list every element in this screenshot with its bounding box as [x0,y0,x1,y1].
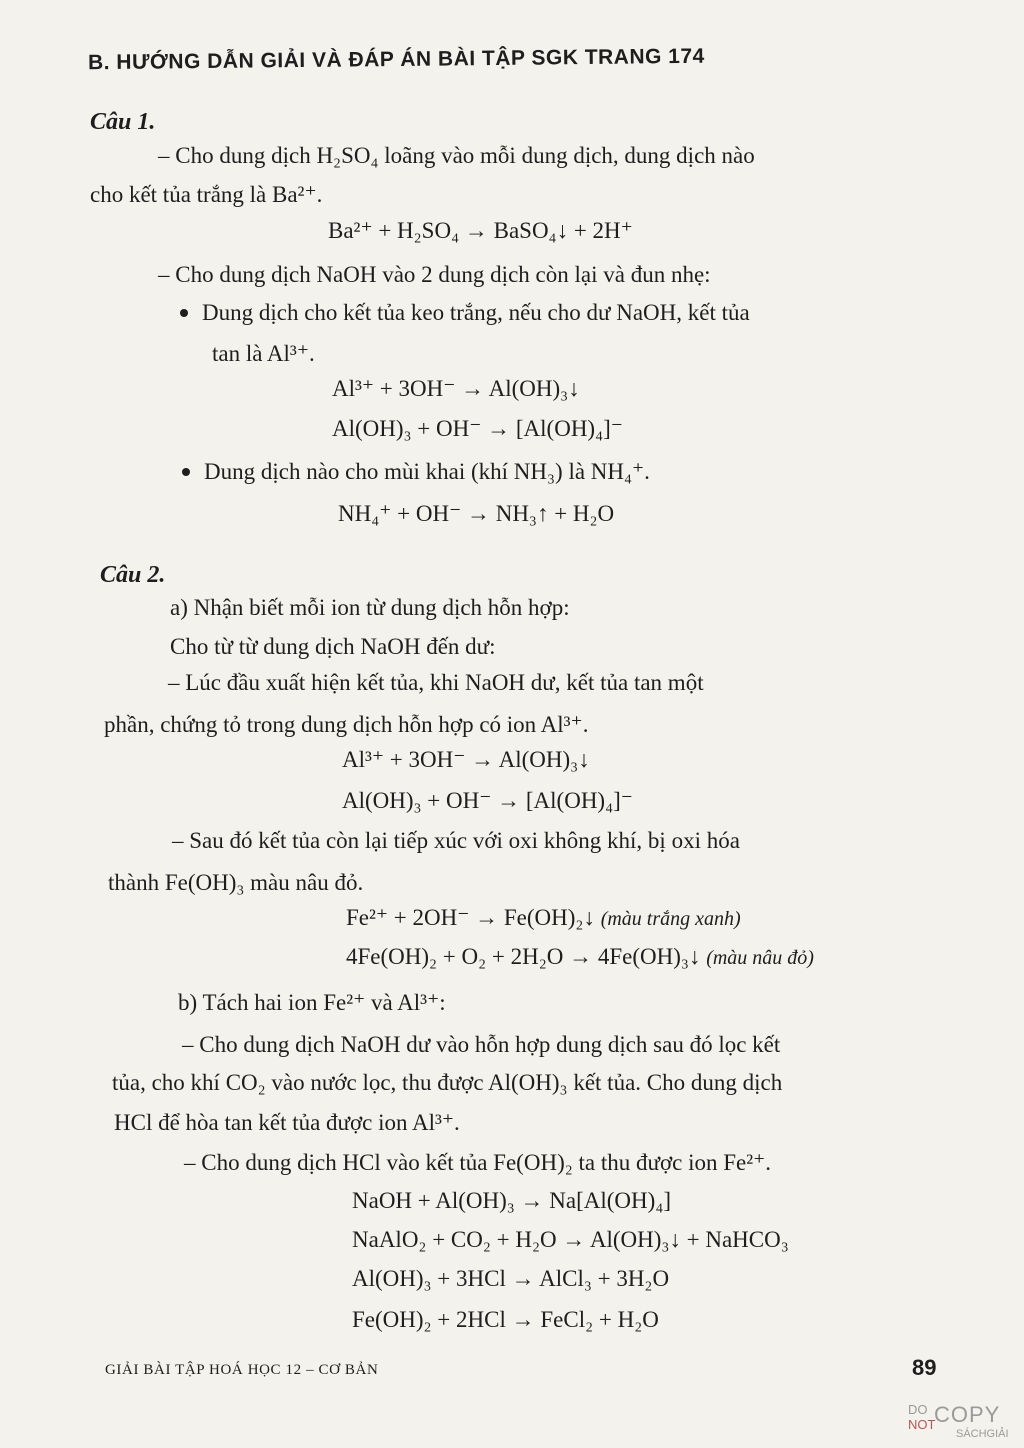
q1-bullet-1-line-2: tan là Al³⁺. [212,341,315,366]
q2-equation-4-note: (màu nâu đỏ) [706,947,814,969]
q2-part-a-heading: a) Nhận biết mỗi ion từ dung dịch hỗn hợp: [170,595,570,620]
q2-part-a-line-4: – Sau đó kết tủa còn lại tiếp xúc với oxi không khí, bị oxi hóa [172,828,740,853]
q1-paragraph-2: – Cho dung dịch NaOH vào 2 dung dịch còn lại và đun nhẹ: [158,262,711,287]
q2-part-a-line-1: Cho từ từ dung dịch NaOH đến dư: [170,634,496,659]
q2-equation-7: Al(OH)₃ + 3HCl → AlCl₃ + 3H₂O [352,1266,670,1291]
q1-bullet-1-line-1 [180,298,750,328]
q2-equation-3-formula: Fe²⁺ + 2OH⁻ → Fe(OH)₂↓ [346,905,595,930]
watermark-not: NOT [908,1417,936,1432]
q1-equation-3: Al(OH)₃ + OH⁻ → [Al(OH)₄]⁻ [332,416,623,441]
watermark-do: DO [908,1402,928,1417]
bullet-icon [182,468,190,476]
footer-book-title: GIẢI BÀI TẬP HOÁ HỌC 12 – CƠ BẢN [105,1362,379,1378]
q1-paragraph-1-line-1: – Cho dung dịch H₂SO₄ loãng vào mỗi dung dịch, dung dịch nào [158,143,755,168]
bullet-icon [180,309,188,317]
q1-bullet-2-text: Dung dịch nào cho mùi khai (khí NH₃) là NH₄⁺. [204,459,650,484]
q2-part-b-line-2: tủa, cho khí CO₂ vào nước lọc, thu được Al(OH)₃ kết tủa. Cho dung dịch [112,1070,783,1095]
q2-equation-6: NaAlO₂ + CO₂ + H₂O → Al(OH)₃↓ + NaHCO₃ [352,1227,789,1252]
q2-part-b-line-4: – Cho dung dịch HCl vào kết tủa Fe(OH)₂ ta thu được ion Fe²⁺. [184,1150,771,1175]
q2-equation-3 [346,903,741,934]
q1-equation-4: NH₄⁺ + OH⁻ → NH₃↑ + H₂O [338,501,615,526]
q1-bullet-1-text: Dung dịch cho kết tủa keo trắng, nếu cho dư NaOH, kết tủa [202,300,750,325]
page-number: 89 [912,1355,937,1380]
watermark-sach: SÁCHGIẢI [956,1428,1009,1440]
q2-equation-1: Al³⁺ + 3OH⁻ → Al(OH)₃↓ [342,747,590,772]
q2-part-b-line-1: – Cho dung dịch NaOH dư vào hỗn hợp dung dịch sau đó lọc kết [182,1032,781,1057]
q1-equation-2: Al³⁺ + 3OH⁻ → Al(OH)₃↓ [332,376,580,401]
q2-part-a-line-2: – Lúc đầu xuất hiện kết tủa, khi NaOH dư, kết tủa tan một [168,670,704,695]
q2-part-a-line-5: thành Fe(OH)₃ màu nâu đỏ. [108,870,364,895]
q2-equation-3-note: (màu trắng xanh) [600,908,741,930]
q2-part-b-heading: b) Tách hai ion Fe²⁺ và Al³⁺: [178,990,446,1015]
watermark-copy: COPY [934,1402,1001,1427]
q2-equation-4 [346,942,814,973]
watermark-logo [906,1402,1016,1442]
question-2-title: Câu 2. [100,562,166,588]
q2-equation-8: Fe(OH)₂ + 2HCl → FeCl₂ + H₂O [352,1307,659,1332]
q2-part-a-line-3: phần, chứng tỏ trong dung dịch hỗn hợp có ion Al³⁺. [104,712,589,737]
q2-equation-2: Al(OH)₃ + OH⁻ → [Al(OH)₄]⁻ [342,788,633,813]
q1-equation-1: Ba²⁺ + H₂SO₄ → BaSO₄↓ + 2H⁺ [328,218,633,243]
q2-equation-5: NaOH + Al(OH)₃ → Na[Al(OH)₄] [352,1188,671,1213]
q1-bullet-2 [182,457,650,487]
q2-equation-4-formula: 4Fe(OH)₂ + O₂ + 2H₂O → 4Fe(OH)₃↓ [346,944,701,969]
q2-part-b-line-3: HCl để hòa tan kết tủa được ion Al³⁺. [114,1110,460,1135]
section-heading: B. HƯỚNG DẪN GIẢI VÀ ĐÁP ÁN BÀI TẬP SGK TRANG 174 [87,44,705,75]
q1-paragraph-1-line-2: cho kết tủa trắng là Ba²⁺. [90,182,323,207]
question-1-title: Câu 1. [90,109,156,135]
